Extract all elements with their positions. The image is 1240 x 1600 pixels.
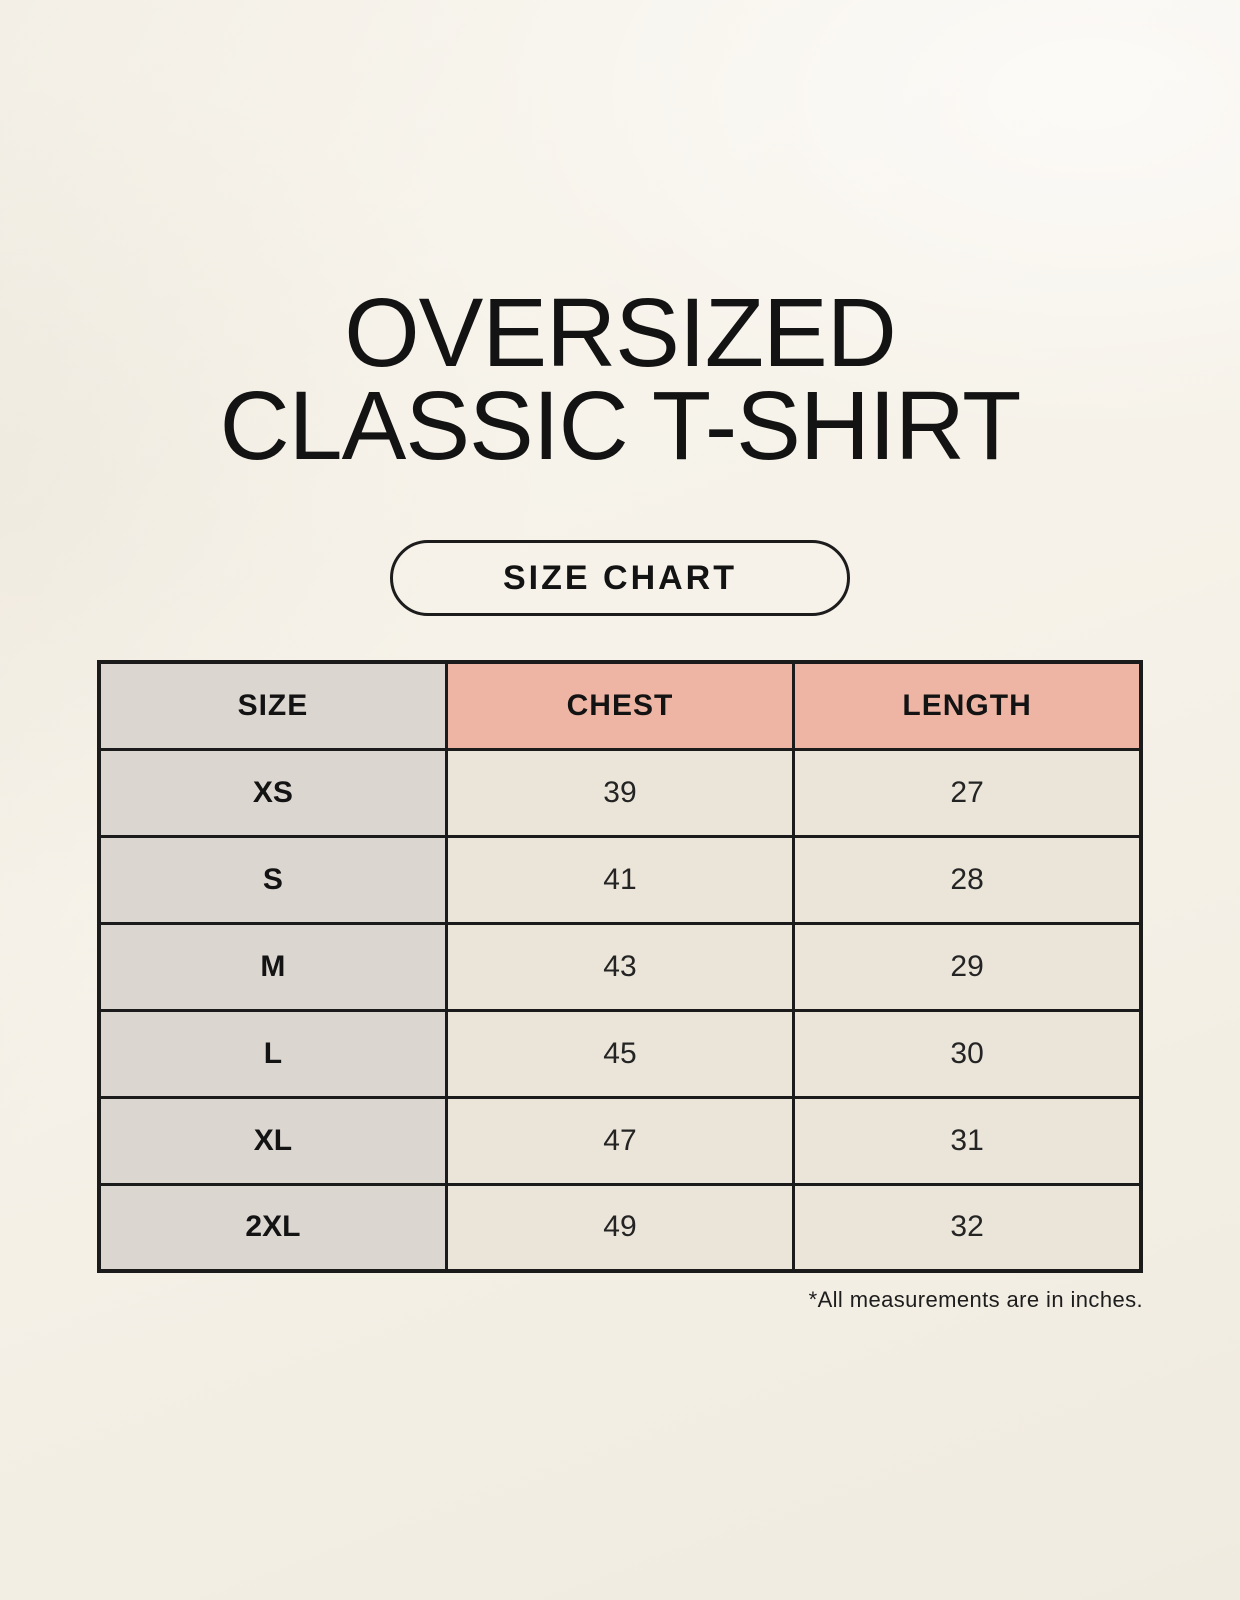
- chest-cell: 49: [446, 1184, 793, 1271]
- chest-cell: 47: [446, 1097, 793, 1184]
- length-cell: 27: [794, 749, 1141, 836]
- product-title-line-2: CLASSIC T-SHIRT: [219, 371, 1021, 480]
- size-cell: 2XL: [99, 1184, 446, 1271]
- chest-cell: 39: [446, 749, 793, 836]
- col-header-chest: CHEST: [446, 662, 793, 749]
- table-row: [99, 1097, 1141, 1184]
- product-title-line-1: OVERSIZED: [344, 278, 896, 387]
- table-row: [99, 836, 1141, 923]
- size-chart-pill-label: SIZE CHART: [503, 558, 737, 597]
- length-cell: 32: [794, 1184, 1141, 1271]
- size-cell: XS: [99, 749, 446, 836]
- size-cell: XL: [99, 1097, 446, 1184]
- col-header-size: SIZE: [99, 662, 446, 749]
- length-cell: 31: [794, 1097, 1141, 1184]
- chest-cell: 43: [446, 923, 793, 1010]
- length-cell: 28: [794, 836, 1141, 923]
- size-cell: S: [99, 836, 446, 923]
- product-title: [0, 0, 1240, 480]
- chest-cell: 45: [446, 1010, 793, 1097]
- table-row: [99, 749, 1141, 836]
- chest-cell: 41: [446, 836, 793, 923]
- size-cell: L: [99, 1010, 446, 1097]
- size-table: [97, 660, 1143, 1273]
- length-cell: 29: [794, 923, 1141, 1010]
- table-row: [99, 923, 1141, 1010]
- size-cell: M: [99, 923, 446, 1010]
- table-row: [99, 1010, 1141, 1097]
- measurements-footnote: *All measurements are in inches.: [808, 1287, 1143, 1312]
- size-chart-pill: [390, 540, 850, 616]
- col-header-length: LENGTH: [794, 662, 1141, 749]
- table-header-row: [99, 662, 1141, 749]
- table-row: [99, 1184, 1141, 1271]
- length-cell: 30: [794, 1010, 1141, 1097]
